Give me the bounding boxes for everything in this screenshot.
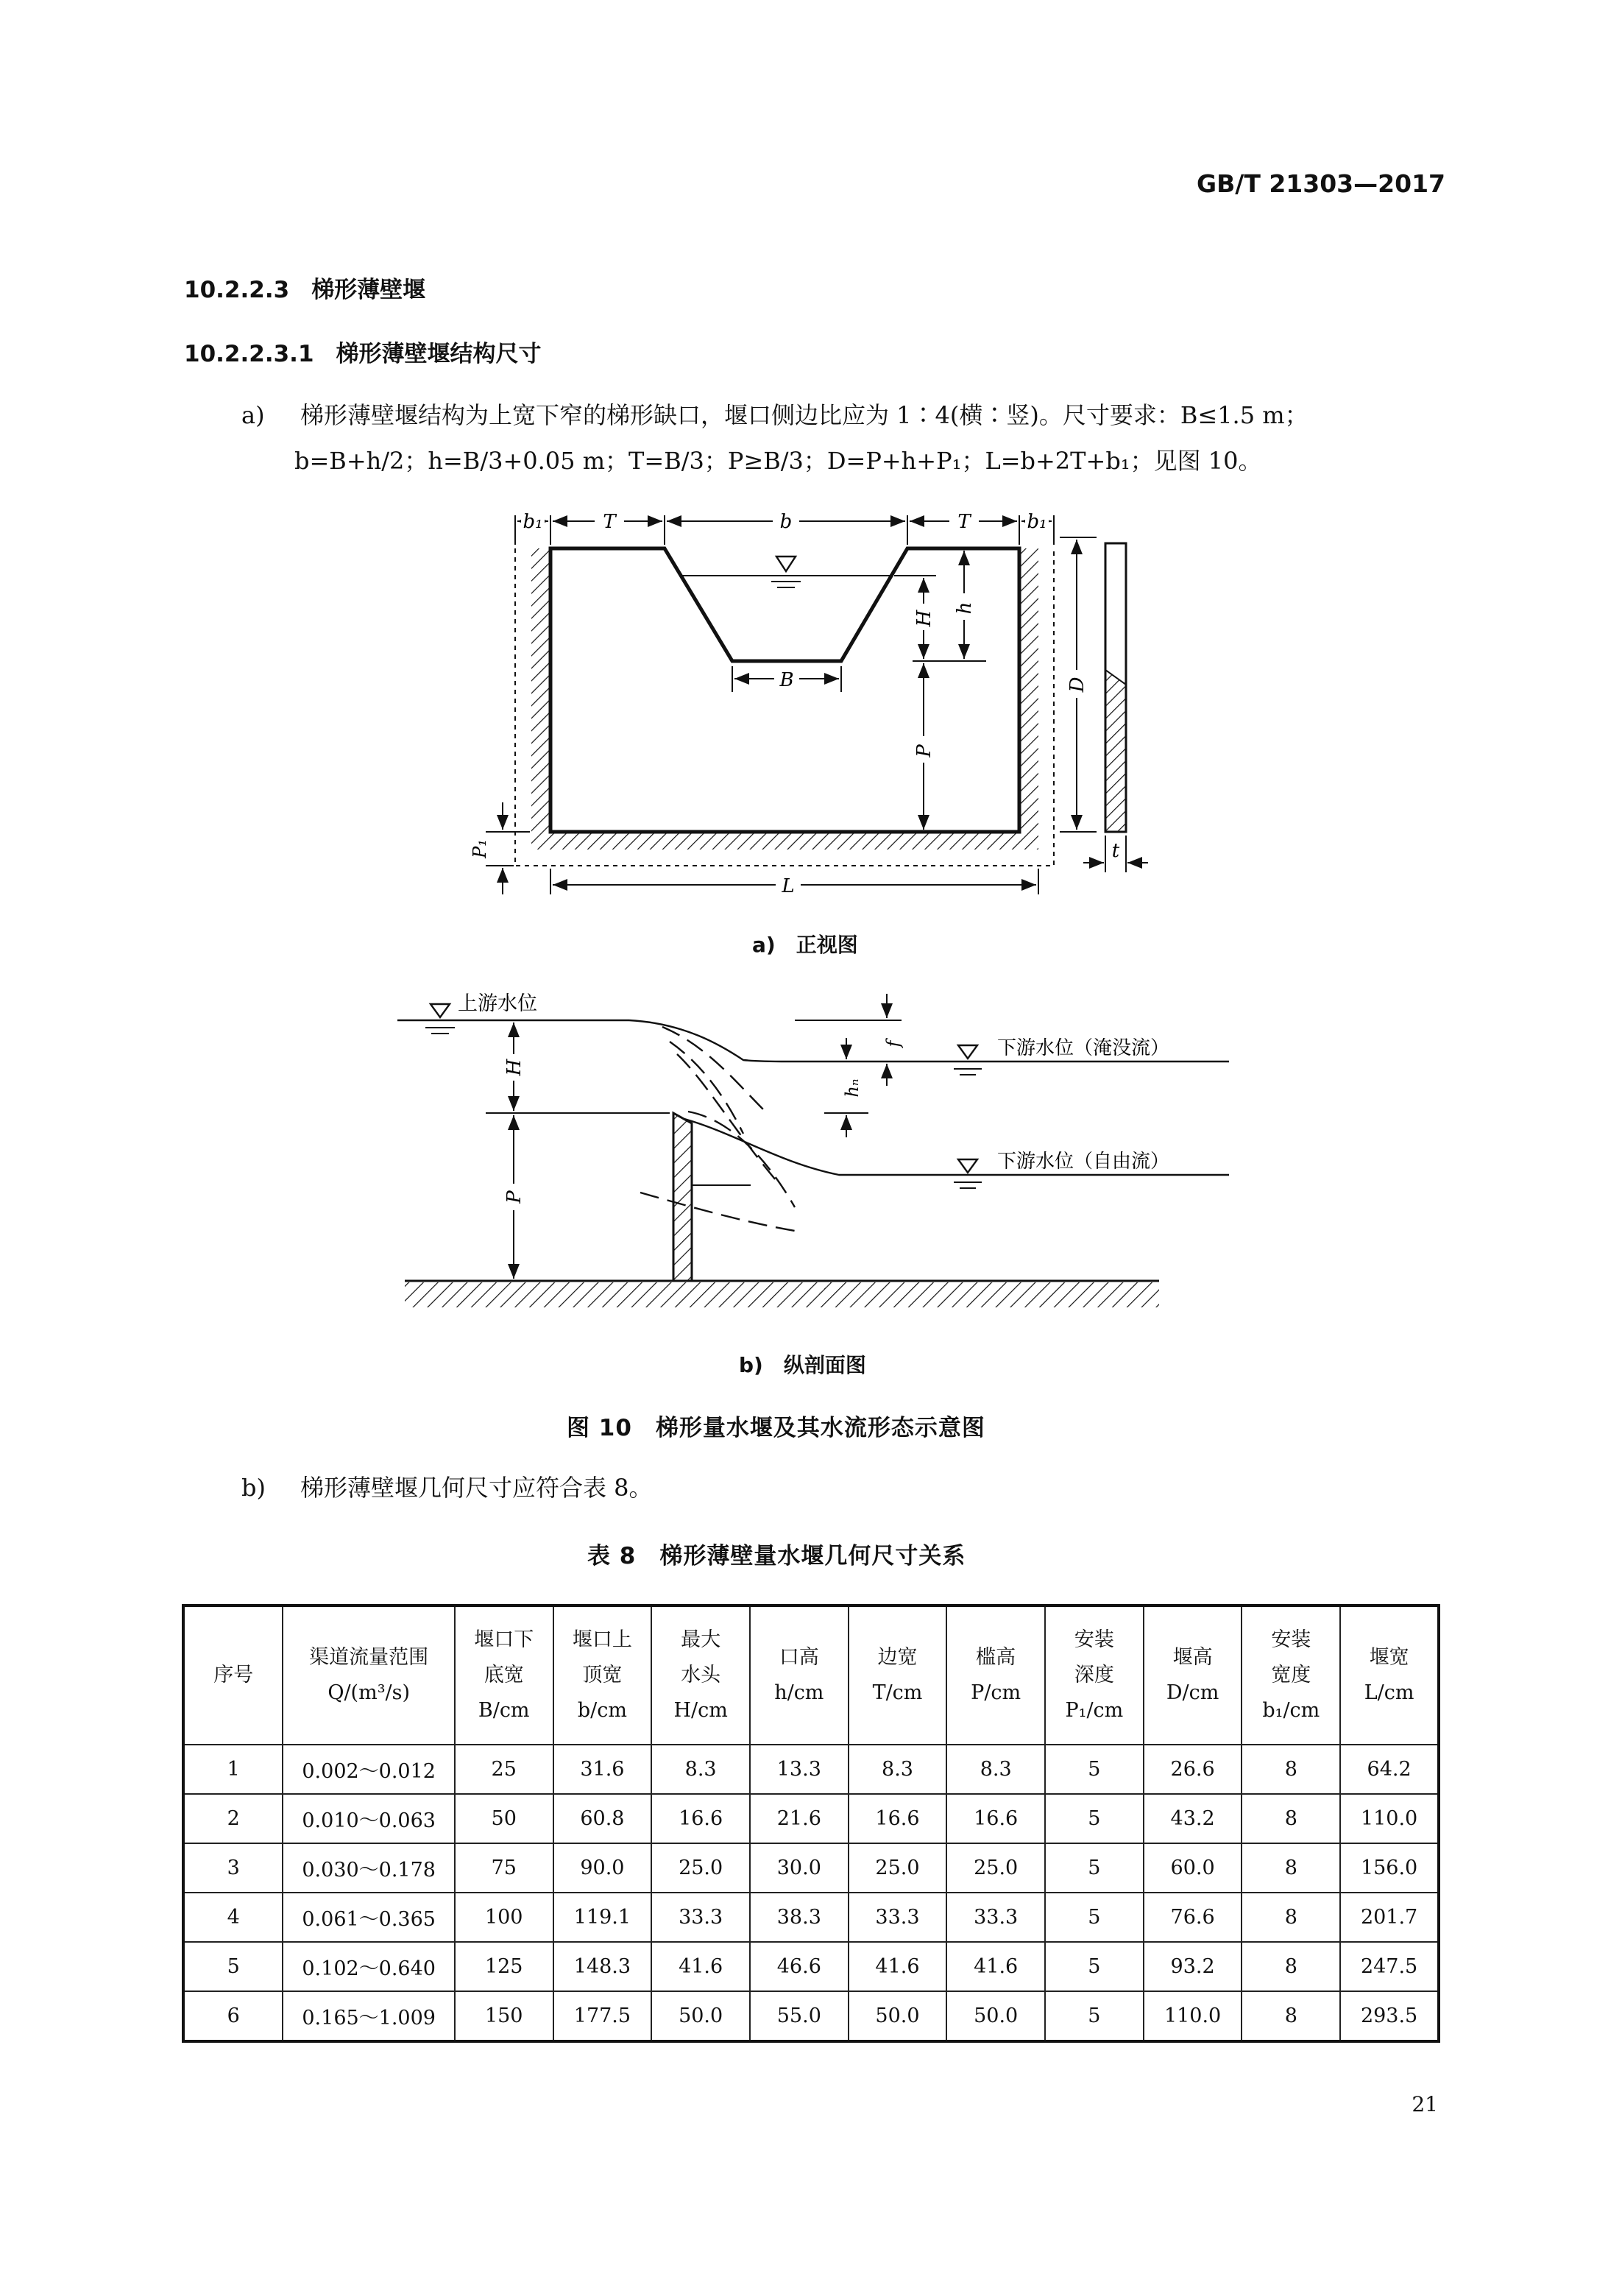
- table-cell: 150: [455, 1991, 553, 2041]
- table-cell: 0.165～1.009: [283, 1991, 454, 2041]
- table-body: [183, 1745, 1439, 2041]
- table-row: [183, 1991, 1439, 2041]
- table-cell: 33.3: [651, 1893, 750, 1942]
- header-line: 安装: [1271, 1628, 1311, 1651]
- table-cell: 5: [1045, 1843, 1144, 1893]
- table-cell: 25: [455, 1745, 553, 1794]
- side-view-plate: [1105, 543, 1126, 832]
- header-line: L/cm: [1364, 1681, 1414, 1704]
- header-line: T/cm: [872, 1681, 923, 1704]
- page-number: 21: [1412, 2092, 1438, 2116]
- dim-label-H-section: H: [503, 1059, 525, 1076]
- table-cell: 125: [455, 1942, 553, 1991]
- table-header-cell: [183, 1606, 283, 1745]
- table-cell: 38.3: [750, 1893, 849, 1942]
- table-cell: 100: [455, 1893, 553, 1942]
- header-line: 渠道流量范围: [309, 1646, 429, 1669]
- table-header-cell: [1144, 1606, 1242, 1745]
- table-cell: 16.6: [651, 1794, 750, 1843]
- header-line: 堰口下: [474, 1628, 534, 1651]
- figure-b-section-view: [0, 957, 1622, 1369]
- dim-label-hn: hₙ: [842, 1078, 863, 1098]
- label-downstream-submerged: 下游水位（淹没流）: [997, 1037, 1170, 1059]
- table-cell: 8: [1242, 1942, 1340, 1991]
- downstream-submerged-symbol: [954, 1045, 982, 1075]
- table-cell: 1: [183, 1745, 283, 1794]
- table-row: [183, 1794, 1439, 1843]
- header-line: Q/(m³/s): [327, 1681, 411, 1704]
- table-cell: 148.3: [553, 1942, 652, 1991]
- table-row: [183, 1745, 1439, 1794]
- table-cell: 8: [1242, 1843, 1340, 1893]
- figure-a-front-view: [0, 0, 1622, 957]
- header-line: 底宽: [484, 1664, 524, 1686]
- table-header-cell: [553, 1606, 652, 1745]
- table-cell: 33.3: [849, 1893, 947, 1942]
- paragraph-line: 梯形薄壁堰结构为上宽下窄的梯形缺口，堰口侧边比应为 1∶4(横∶竖)。尺寸要求：B≤1.5 m；: [300, 401, 1308, 429]
- table-cell: 25.0: [849, 1843, 947, 1893]
- table-cell: 5: [1045, 1991, 1144, 2041]
- table-cell: 5: [183, 1942, 283, 1991]
- table-header-row: [183, 1606, 1439, 1745]
- table-cell: 156.0: [1340, 1843, 1439, 1893]
- dim-label-h: h: [954, 601, 976, 615]
- dim-label-B: B: [779, 669, 794, 691]
- table-cell: 41.6: [651, 1942, 750, 1991]
- table-cell: 110.0: [1144, 1991, 1242, 2041]
- header-line: b₁/cm: [1262, 1699, 1320, 1722]
- ground-hatch: [405, 1282, 1159, 1307]
- table-cell: 4: [183, 1893, 283, 1942]
- dim-label-b: b: [779, 511, 793, 533]
- header-line: 宽度: [1271, 1664, 1311, 1686]
- table-cell: 26.6: [1144, 1745, 1242, 1794]
- table-header-cell: [1340, 1606, 1439, 1745]
- table-cell: 41.6: [946, 1942, 1045, 1991]
- table-cell: 25.0: [651, 1843, 750, 1893]
- header-line: D/cm: [1166, 1681, 1219, 1704]
- table-cell: 60.8: [553, 1794, 652, 1843]
- dim-label-P: P: [913, 744, 935, 757]
- table-cell: 16.6: [946, 1794, 1045, 1843]
- dim-label-T-right: T: [957, 511, 971, 533]
- header-line: 顶宽: [582, 1664, 623, 1686]
- list-marker: a): [241, 401, 265, 429]
- table-header-cell: [946, 1606, 1045, 1745]
- downstream-free-symbol: [954, 1159, 982, 1188]
- table-cell: 30.0: [750, 1843, 849, 1893]
- header-line: h/cm: [774, 1681, 824, 1704]
- table-cell: 0.002～0.012: [283, 1745, 454, 1794]
- dim-P1: [486, 802, 530, 894]
- table-header-cell: [283, 1606, 454, 1745]
- section-number: 10.2.2.3.1: [184, 341, 314, 367]
- header-line: 安装: [1074, 1628, 1114, 1651]
- dim-label-T-left: T: [603, 511, 616, 533]
- table-cell: 0.102～0.640: [283, 1942, 454, 1991]
- table-header-cell: [455, 1606, 553, 1745]
- dim-label-b1-left: b₁: [523, 511, 543, 533]
- header-line: 深度: [1074, 1664, 1114, 1686]
- figure-caption: 图 10 梯形量水堰及其水流形态示意图: [567, 1415, 985, 1441]
- dim-label-b1-right: b₁: [1027, 511, 1047, 533]
- header-line: H/cm: [673, 1699, 728, 1722]
- dim-label-H: H: [913, 610, 935, 627]
- table-cell: 93.2: [1144, 1942, 1242, 1991]
- table-cell: 0.030～0.178: [283, 1843, 454, 1893]
- table-row: [183, 1942, 1439, 1991]
- table-cell: 60.0: [1144, 1843, 1242, 1893]
- paragraph-b: [241, 1465, 653, 1511]
- table-cell: 293.5: [1340, 1991, 1439, 2041]
- table-cell: 55.0: [750, 1991, 849, 2041]
- label-downstream-free: 下游水位（自由流）: [997, 1151, 1170, 1173]
- table-cell: 64.2: [1340, 1745, 1439, 1794]
- table-cell: 90.0: [553, 1843, 652, 1893]
- label-upstream-level: 上游水位: [458, 992, 537, 1015]
- table-cell: 43.2: [1144, 1794, 1242, 1843]
- table-cell: 21.6: [750, 1794, 849, 1843]
- table-header-cell: [1045, 1606, 1144, 1745]
- upstream-level-symbol: [425, 1004, 455, 1034]
- header-line: 堰口上: [572, 1628, 632, 1651]
- table-cell: 0.061～0.365: [283, 1893, 454, 1942]
- table-cell: 177.5: [553, 1991, 652, 2041]
- table-cell: 50.0: [651, 1991, 750, 2041]
- header-line: B/cm: [478, 1699, 530, 1722]
- water-level-symbol: [771, 557, 801, 587]
- table-cell: 13.3: [750, 1745, 849, 1794]
- table-cell: 46.6: [750, 1942, 849, 1991]
- table-cell: 50: [455, 1794, 553, 1843]
- paragraph-text: 梯形薄壁堰几何尺寸应符合表 8。: [300, 1474, 653, 1502]
- table-cell: 2: [183, 1794, 283, 1843]
- dim-label-D: D: [1066, 677, 1088, 693]
- figure-b-caption: b) 纵剖面图: [739, 1353, 866, 1377]
- table-cell: 8.3: [849, 1745, 947, 1794]
- table-row: [183, 1893, 1439, 1942]
- section-title: 梯形薄壁堰结构尺寸: [336, 341, 542, 367]
- dim-label-t: t: [1111, 840, 1120, 862]
- dim-label-f: f: [883, 1040, 904, 1048]
- table-cell: 8: [1242, 1794, 1340, 1843]
- header-line: 序号: [213, 1664, 254, 1686]
- dim-H-P: [894, 551, 986, 830]
- list-marker: b): [241, 1474, 266, 1502]
- table-cell: 76.6: [1144, 1893, 1242, 1942]
- table-cell: 75: [455, 1843, 553, 1893]
- table-header-cell: [1242, 1606, 1340, 1745]
- table-cell: 8.3: [946, 1745, 1045, 1794]
- table-title: 表 8 梯形薄壁量水堰几何尺寸关系: [587, 1543, 966, 1569]
- table-cell: 41.6: [849, 1942, 947, 1991]
- table-header-cell: [651, 1606, 750, 1745]
- dim-label-P-section: P: [503, 1190, 525, 1204]
- table-row: [183, 1843, 1439, 1893]
- table-cell: 16.6: [849, 1794, 947, 1843]
- header-line: b/cm: [577, 1699, 627, 1722]
- table-cell: 5: [1045, 1942, 1144, 1991]
- table-cell: 5: [1045, 1745, 1144, 1794]
- table-cell: 8: [1242, 1745, 1340, 1794]
- table-cell: 110.0: [1340, 1794, 1439, 1843]
- table-cell: 8: [1242, 1991, 1340, 2041]
- table-header-cell: [750, 1606, 849, 1745]
- header-line: 边宽: [877, 1646, 918, 1669]
- header-line: 水头: [681, 1664, 721, 1686]
- table-cell: 247.5: [1340, 1942, 1439, 1991]
- table-cell: 50.0: [946, 1991, 1045, 2041]
- header-line: P/cm: [971, 1681, 1021, 1704]
- table-cell: 0.010～0.063: [283, 1794, 454, 1843]
- dim-f-hn: [795, 994, 902, 1137]
- standard-code: GB/T 21303—2017: [1197, 169, 1445, 198]
- table-header-cell: [849, 1606, 947, 1745]
- header-line: 口高: [779, 1646, 819, 1669]
- table-cell: 25.0: [946, 1843, 1045, 1893]
- header-line: 槛高: [976, 1646, 1016, 1669]
- table-cell: 8.3: [651, 1745, 750, 1794]
- table-cell: 119.1: [553, 1893, 652, 1942]
- table-cell: 31.6: [553, 1745, 652, 1794]
- paragraph-line: b=B+h/2；h=B/3+0.05 m；T=B/3；P≥B/3；D=P+h+P₁；L=b+2T+b₁；见图 10。: [294, 447, 1262, 475]
- table-cell: 6: [183, 1991, 283, 2041]
- header-line: P₁/cm: [1065, 1699, 1124, 1722]
- header-line: 堰高: [1172, 1646, 1213, 1669]
- dimension-table: [182, 1604, 1440, 2043]
- header-line: 堰宽: [1369, 1646, 1409, 1669]
- section-title: 梯形薄壁堰: [311, 277, 426, 303]
- table-cell: 33.3: [946, 1893, 1045, 1942]
- dim-label-P1: P₁: [470, 839, 490, 858]
- section-number: 10.2.2.3: [184, 277, 290, 303]
- table-cell: 3: [183, 1843, 283, 1893]
- table-cell: 5: [1045, 1794, 1144, 1843]
- table-cell: 50.0: [849, 1991, 947, 2041]
- header-line: 最大: [681, 1628, 721, 1651]
- table-cell: 201.7: [1340, 1893, 1439, 1942]
- dim-label-L: L: [782, 875, 795, 897]
- table-cell: 8: [1242, 1893, 1340, 1942]
- table-cell: 5: [1045, 1893, 1144, 1942]
- figure-a-caption: a) 正视图: [752, 933, 858, 957]
